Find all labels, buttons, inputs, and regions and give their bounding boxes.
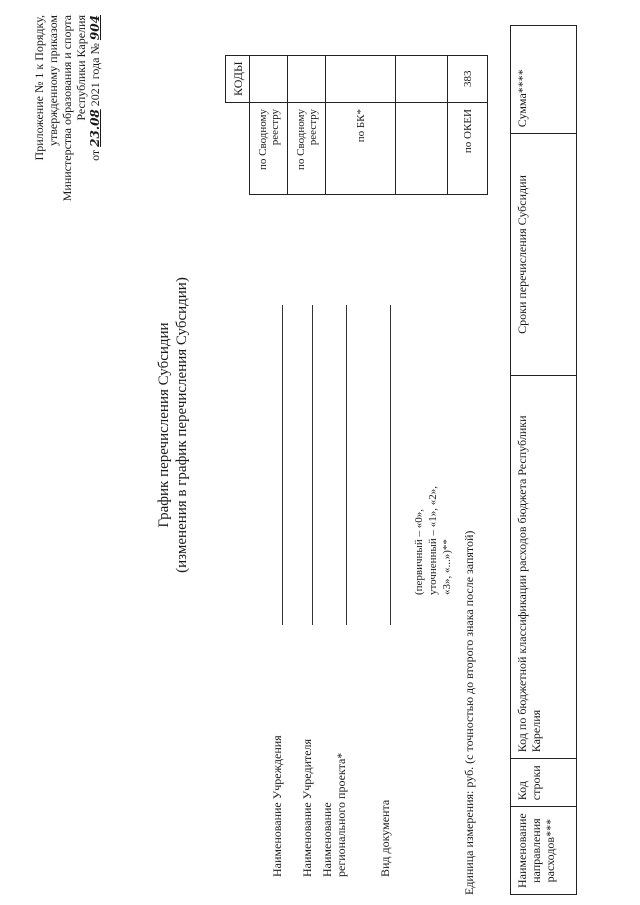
appendix-line-2: утвержденному приказом xyxy=(46,15,60,146)
doc-type-note-line-3: «3», «...»)** xyxy=(441,539,453,595)
regional-project-line[interactable] xyxy=(346,305,347,625)
date-year: 2021 года № xyxy=(88,43,102,107)
codes-value[interactable] xyxy=(326,55,396,102)
subsidy-schedule-table xyxy=(510,25,577,895)
founder-line[interactable] xyxy=(312,305,313,625)
codes-table xyxy=(225,55,488,195)
codes-label: по Сводному реестру xyxy=(250,103,288,195)
doc-type-note-line-1: (первичный – «0», xyxy=(413,509,425,595)
codes-spacer xyxy=(226,103,250,195)
codes-label: по БК* xyxy=(326,103,396,195)
doc-type-note-line-2: уточненный – «1», «2», xyxy=(427,486,439,595)
header-expense-direction: Наименование направления расходов*** xyxy=(511,807,577,895)
codes-label: по Сводному реестру xyxy=(288,103,326,195)
order-number: 904 xyxy=(88,15,102,41)
codes-label xyxy=(396,103,448,195)
doc-type-line[interactable] xyxy=(390,305,391,625)
appendix-line-3: Министерства образования и спорта xyxy=(60,15,74,202)
title-line-1: График перечисления Субсидии xyxy=(156,322,172,528)
unit-note: Единица измерения: руб. (с точностью до второго знака после запятой) xyxy=(462,530,476,895)
header-transfer-dates: Сроки перечисления Субсидии xyxy=(511,134,577,376)
document-title xyxy=(155,215,191,635)
regional-project-label: Наименование регионального проекта* xyxy=(320,752,348,877)
codes-value[interactable] xyxy=(288,55,326,102)
appendix-line-1: Приложение № 1 к Порядку, xyxy=(32,15,46,161)
codes-header: КОДЫ xyxy=(226,55,250,102)
doc-type-label: Вид документа xyxy=(378,799,392,877)
codes-label: по ОКЕИ xyxy=(448,103,488,195)
institution-line[interactable] xyxy=(282,305,283,625)
codes-value[interactable] xyxy=(250,55,288,102)
header-line-code: Код строки xyxy=(511,759,577,807)
title-line-2: (изменения в график перечисления Субсидии) xyxy=(174,277,190,573)
date-day-month: 23.08 xyxy=(88,109,102,147)
header-amount: Сумма**** xyxy=(511,26,577,134)
codes-value[interactable] xyxy=(396,55,448,102)
codes-value: 383 xyxy=(448,55,488,102)
date-prefix: от xyxy=(88,149,102,161)
header-budget-classification: Код по бюджетной классификации расходов бюджета Республики Карелия xyxy=(511,375,577,759)
doc-type-note xyxy=(412,295,454,595)
founder-label: Наименование Учредителя xyxy=(300,738,314,877)
institution-label: Наименование Учреждения xyxy=(270,735,284,877)
appendix-line-4: Республики Карелия xyxy=(74,15,88,121)
appendix-header xyxy=(32,15,102,255)
appendix-date-line xyxy=(88,15,102,255)
